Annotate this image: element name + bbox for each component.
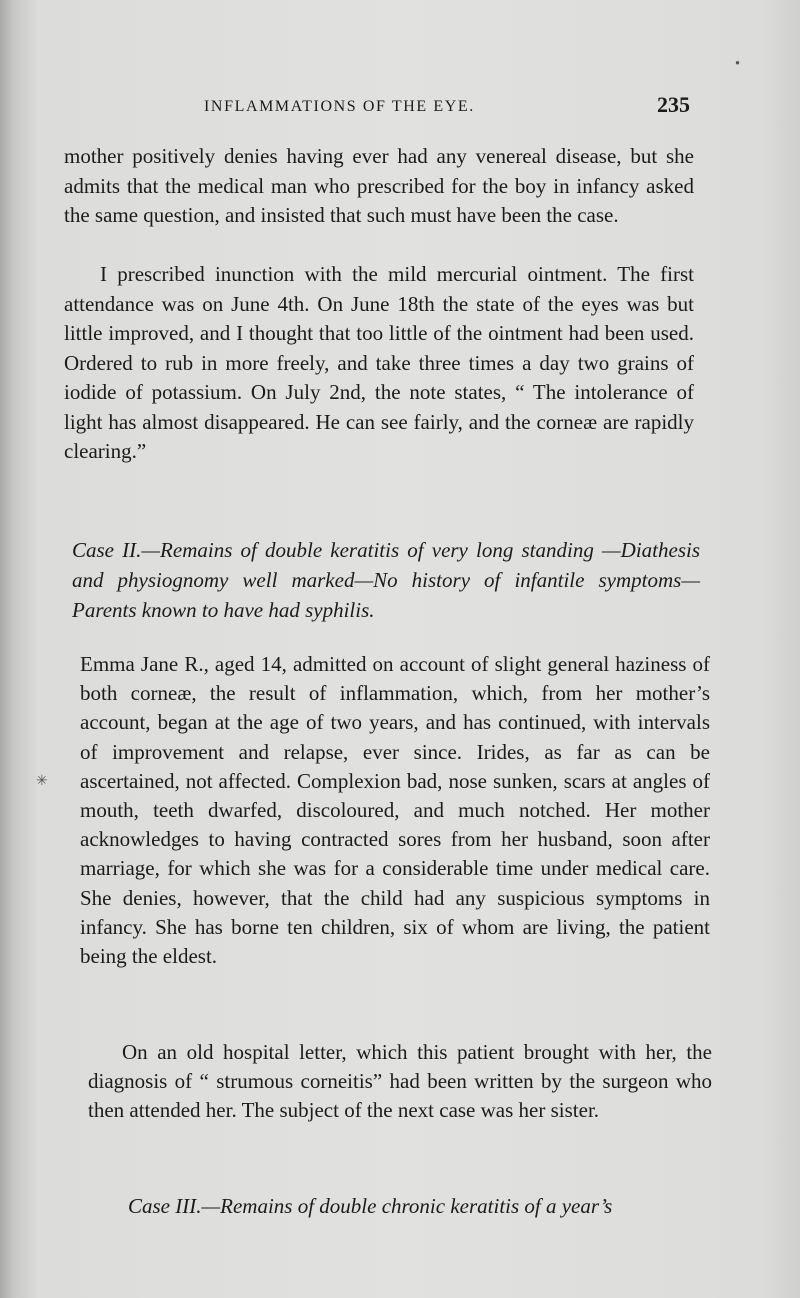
paragraph-1-text: mother positively denies having ever had any venereal disease, but she admits that the medical man who prescribed for the boy in infancy asked the same question, and insisted that such must have been the case. — [64, 144, 694, 227]
paragraph-2-text: I prescribed inunction with the mild mercurial ointment. The first attendance was on June 4th. On June 18th the state of the eyes was but little improved, and I thought that too little of the ointment had been used. Ordered to rub in more freely, and take three times a day two grains of iodide of potassium. On July 2nd, the note states, “ The intolerance of light has almost disappeared. He can see fairly, and the corneæ are rapidly clearing.” — [64, 262, 694, 463]
page-number: 235 — [657, 92, 690, 117]
case-3-heading-text: Case III.—Remains of double chronic keratitis of a year’s — [128, 1194, 613, 1218]
speck-icon: ● — [735, 58, 740, 67]
running-title: INFLAMMATIONS OF THE EYE. — [204, 98, 475, 115]
paragraph-3-text: Emma Jane R., aged 14, admitted on account of slight general haziness of both corneæ, the result of inflammation, which, from her mother’s account, began at the age of two years, and has continued, with intervals of improvement and relapse, ever since. Irides, as far as can be ascertained, not affected. Complexion bad, nose sunken, scars at angles of mouth, teeth dwarfed, discoloured, and much notched. Her mother acknowledges to having contracted sores from her husband, soon after marriage, for which she was for a considerable time under medical care. She denies, however, that the child had any suspicious symptoms in infancy. She has borne ten children, six of whom are living, the patient being the eldest. — [80, 652, 710, 969]
paragraph-1 — [64, 142, 694, 231]
paragraph-3 — [80, 650, 710, 971]
paragraph-4-text: On an old hospital letter, which this patient brought with her, the diagnosis of “ strumous corneitis” had been written by the surgeon who then attended her. The subject of the next case was her sister. — [88, 1040, 712, 1123]
margin-mark-icon: ✳ — [36, 774, 48, 789]
case-2-heading — [72, 535, 700, 625]
case-2-heading-text: Case II.—Remains of double keratitis of very long standing —Diathesis and physiognomy well marked—No history of infantile symptoms—Parents known to have had syphilis. — [72, 538, 700, 622]
case-3-heading — [128, 1192, 718, 1222]
page-header — [204, 92, 690, 122]
paragraph-2 — [64, 260, 694, 467]
paragraph-4 — [88, 1038, 712, 1126]
